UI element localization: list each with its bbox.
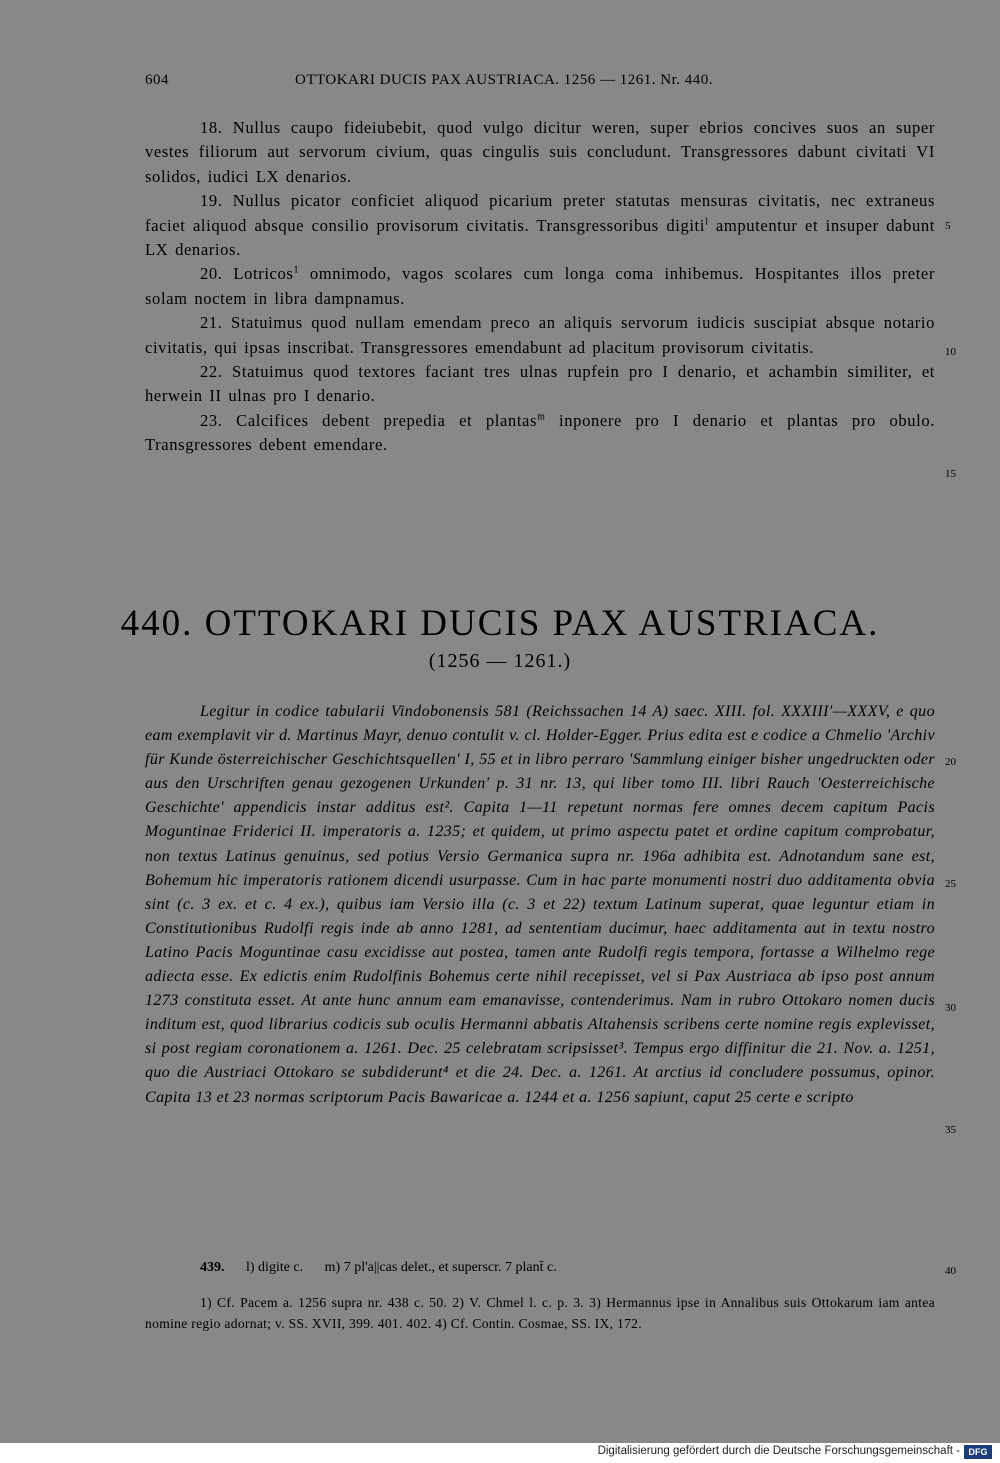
statutes-block xyxy=(145,116,935,458)
note-ref: l xyxy=(704,216,709,228)
line-number: 30 xyxy=(945,1002,956,1014)
statute-20 xyxy=(145,262,935,311)
statute-18 xyxy=(145,116,935,189)
statute-text: Nullus picator conficiet aliquod picarium preter statutas mensuras civitatis, nec extraneus faciet aliquod absque consilio provisorum civitatis. Transgressoribus digiti xyxy=(145,191,935,235)
footer-bar xyxy=(0,1443,1000,1463)
line-number: 35 xyxy=(945,1124,956,1136)
line-number: 25 xyxy=(945,878,956,890)
line-number: 5 xyxy=(945,220,951,232)
apparatus-ref: 439. xyxy=(200,1260,225,1275)
footnotes: 1) Cf. Pacem a. 1256 supra nr. 438 c. 50. 2) V. Chmel l. c. p. 3. 3) Hermannus ipse in Annalibus suis Ottokarum iam antea nomine regio adornat; v. SS. XVII, 399. 401. 402. 4) Cf. Contin. Cosmae, SS. IX, 172. xyxy=(145,1295,935,1331)
statute-text: Statuimus quod nullam emendam preco an aliquis servorum iudicis suscipiat absque notario civitatis, qui ipsas inscribat. Transgressores emendabunt ad placitum provisorum civitatis. xyxy=(145,313,936,357)
dfg-logo[interactable]: DFG xyxy=(964,1445,992,1459)
line-number: 20 xyxy=(945,756,956,768)
line-number: 40 xyxy=(945,1265,956,1277)
funding-credit: Digitalisierung gefördert durch die Deutsche Forschungsgemeinschaft - xyxy=(597,1445,960,1457)
apparatus-note-l: l) digite c. xyxy=(246,1260,304,1275)
apparatus-note-m: m) 7 pl'a||cas delet., et superscr. 7 plant̄ c. xyxy=(324,1260,557,1275)
line-number: 15 xyxy=(945,468,956,480)
statute-number: 22. xyxy=(200,362,223,382)
statute-text: amputentur et insuper dabunt LX denarios. xyxy=(145,215,936,260)
statute-text: inponere pro I denario et plantas pro obulo. Transgressores debent emendare. xyxy=(145,410,936,455)
critical-apparatus xyxy=(200,1260,935,1276)
page-number: 604 xyxy=(145,72,169,88)
note-ref: 1 xyxy=(293,264,300,276)
statute-text: Statuimus quod textores faciant tres ulnas rupfein pro I denario, et achambin similiter, et herwein II ulnas pro I denario. xyxy=(145,362,935,406)
document-title: 440. OTTOKARI DUCIS PAX AUSTRIACA. xyxy=(120,603,880,644)
note-ref: m xyxy=(537,411,546,423)
document-date: (1256 — 1261.) xyxy=(428,650,572,672)
running-title: OTTOKARI DUCIS PAX AUSTRIACA. 1256 — 1261. Nr. 440. xyxy=(295,72,714,88)
statute-number: 20. xyxy=(200,264,223,284)
statute-23 xyxy=(145,409,935,458)
statute-22 xyxy=(145,360,935,409)
statute-19 xyxy=(145,189,935,262)
statute-number: 18. xyxy=(200,118,223,137)
statute-number: 19. xyxy=(200,191,223,211)
line-number: 10 xyxy=(945,346,956,358)
editorial-introduction: Legitur in codice tabularii Vindobonensis 581 (Reichssachen 14 A) saec. XIII. fol. XXXIII'—XXXV, e quo eam exemplavit vir d. Martinus Mayr, denuo contulit v. cl. Holder-Egger. Prius edita est e codice a Chmelio 'Archiv für Kunde österreichischer Geschichtsquellen' I, 55 et in libro perraro 'Sammlung einiger bisher ungedruckten oder aus den Urschriften genau gezogenen Urkunden' p. 31 nr. 13, qui liber tomo III. libri Rauch 'Oesterreichische Geschichte' appendicis instar additus est². Capita 1—11 repetunt normas fere omnes decem capitum Pacis Moguntinae Friderici II. imperatoris a. 1235; et quidem, ut primo aspectu patet et ordine capitum comprobatur, non textus Latinus genuinus, sed potius Versio Germanica supra nr. 196a adhibita est. Adnotandum sane est, Bohemum hic imperatoris rationem dicendi usurpasse. Cum in hac parte monumenti nostri duo additamenta obvia sint (c. 3 ex. et c. 4 ex.), quibus iam Versio illa (c. 3 et 22) textum Latinum superat, quae leguntur etiam in Constitutionibus Rudolfi regis inde ab anno 1281, ad sententiam ducimur, haec additamenta aut in textu nostro Latino Pacis Moguntinae casu excidisse aut postea, tamen ante Rudolfi regis tempora, fortasse a Wilhelmo rege adiecta esse. Ex edictis enim Rudolfinis Bohemus certe nihil recepisset, vel si Pax Austriaca ab ipso post annum 1273 constituta esset. At ante hunc annum eam emanavisse, contenderimus. Nam in rubro Ottokaro nomen ducis inditum est, quod librarius codicis sub oculis Hermanni abbatis Altahensis scribens certe nomine regis explevisset, si post regiam coronationem a. 1261. Dec. 25 celebratam scripsisset³. Tempus ergo diffinitur die 21. Nov. a. 1251, quo die Austriaci Ottokaro se subdiderunt⁴ et die 24. Dec. a. 1261. At arctius id concludere possumus, opinor. Capita 13 et 23 normas scriptorum Pacis Bawaricae a. 1244 et a. 1256 sapiunt, caput 25 certe e scripto xyxy=(145,703,935,1106)
statute-number: 23. xyxy=(200,410,223,430)
statute-text: Calcifices debent prepedia et plantas xyxy=(236,410,538,430)
statute-21 xyxy=(145,311,935,360)
statute-number: 21. xyxy=(200,313,223,333)
statute-text: Lotricos xyxy=(233,264,294,284)
statute-text: Nullus caupo fideiubebit, quod vulgo dicitur weren, super ebrios concives suos an super vestes filiorum aut servorum civium, quas cingulis suis concludunt. Transgressores dabunt civitati VI solidos, iudici LX denarios. xyxy=(145,118,936,186)
statute-text: omnimodo, vagos scolares cum longa coma inhibemus. Hospitantes illos preter solam noctem in libra dampnamus. xyxy=(145,264,935,308)
